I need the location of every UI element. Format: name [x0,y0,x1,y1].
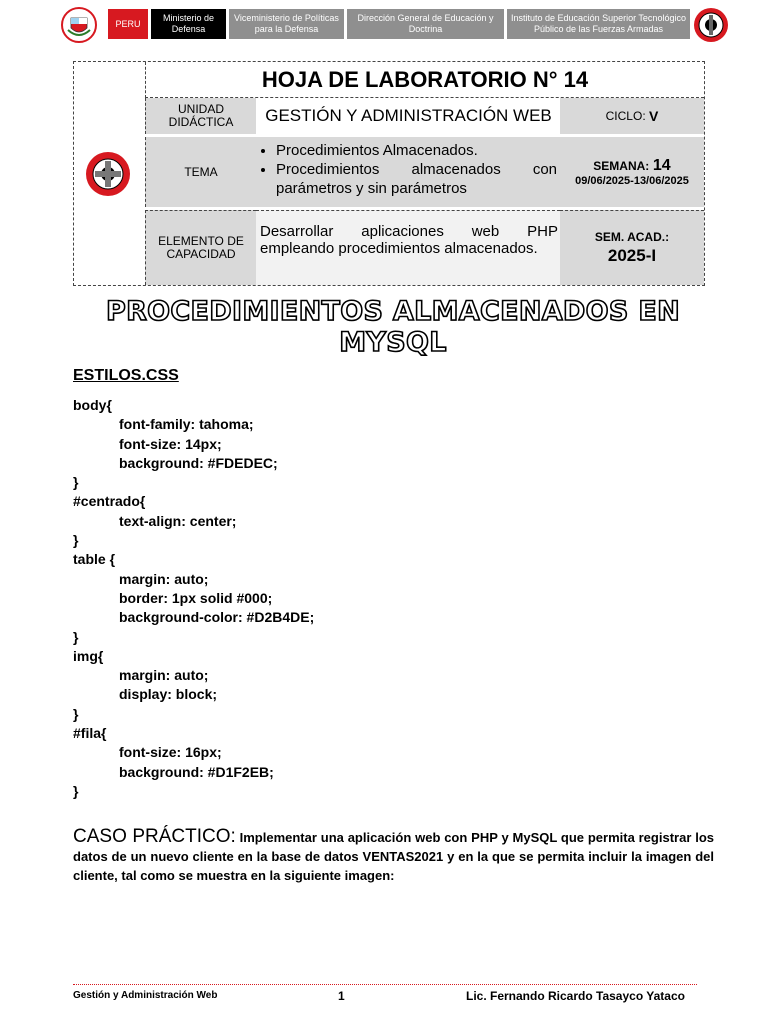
code-line: background: #D1F2EB; [119,763,274,780]
section-title: ESTILOS.CSS [73,367,179,384]
code-line: #centrado{ [73,493,146,510]
caso-text: Implementar una aplicación web con PHP y MySQL que permita registrar los datos de un nuevo cliente en la base de datos VENTAS2021 y en la que se permita incluir la imagen del cliente, tal como se muestra en la siguiente imagen: [73,830,714,883]
footer-page-number: 1 [338,989,345,1003]
ministry-label: Ministerio de Defensa [151,9,226,39]
vice-ministry-label: Viceministerio de Políticas para la Defensa [229,9,344,39]
footer-course: Gestión y Administración Web [73,990,218,1001]
tema-item: • Procedimientos almacenados con parámetros y sin parámetros [276,160,557,198]
code-line: img{ [73,647,104,664]
sem-acad-value: 2025-I [607,246,657,265]
unidad-value: GESTIÓN Y ADMINISTRACIÓN WEB [265,106,552,125]
code-line: font-family: tahoma; [119,416,254,433]
semana-value: 14 [652,157,671,174]
institute-emblem-logo [692,6,730,44]
sheet-title: HOJA DE LABORATORIO N° 14 [261,66,589,92]
unidad-label: UNIDAD DIDÁCTICA [168,102,234,129]
peru-coat-of-arms-logo [60,6,98,44]
semana-label: SEMANA: [593,159,650,173]
code-line: body{ [73,397,112,413]
sem-acad-label: SEM. ACAD.: [594,230,670,244]
code-line: } [73,474,79,491]
direction-label: Dirección General de Educación y Doctrina [347,9,504,39]
code-line: table { [73,551,116,568]
ciclo-value: V [649,108,659,124]
tema-list [256,141,557,198]
caso-practico-paragraph [73,827,714,885]
code-line: display: block; [119,686,218,703]
semana-dates: 09/06/2025-13/06/2025 [575,175,689,187]
elemento-value: Desarrollar aplicaciones web PHP empleando procedimientos almacenados. [260,223,558,257]
code-line: text-align: center; [119,512,237,529]
code-line: background: #FDEDEC; [119,454,278,471]
elemento-label: ELEMENTO DE CAPACIDAD [158,234,244,261]
code-line: #fila{ [73,725,107,742]
footer-divider [73,984,697,985]
tema-item: • Procedimientos Almacenados. [276,141,557,160]
institute-emblem-icon [84,150,132,198]
peru-label: PERU [108,9,148,39]
ciclo-label: CICLO: [605,109,646,123]
code-line: } [73,705,79,722]
code-line: margin: auto; [119,570,209,587]
code-line: } [73,628,79,645]
institute-label: Instituto de Educación Superior Tecnológico Público de las Fuerzas Armadas [507,9,690,39]
code-line: margin: auto; [119,667,209,684]
caso-title: CASO PRÁCTICO: [73,826,236,847]
code-line: background-color: #D2B4DE; [119,609,315,626]
code-line: } [73,532,79,549]
css-code-block [73,396,314,801]
tema-label: TEMA [184,164,218,179]
code-line: } [73,782,79,799]
code-line: border: 1px solid #000; [119,589,273,606]
lab-sheet-table [73,61,705,286]
code-line: font-size: 14px; [119,435,222,452]
document-heading: PROCEDIMIENTOS ALMACENADOS EN MYSQL [106,296,680,358]
footer-author: Lic. Fernando Ricardo Tasayco Yataco [466,989,685,1003]
code-line: font-size: 16px; [119,744,222,761]
